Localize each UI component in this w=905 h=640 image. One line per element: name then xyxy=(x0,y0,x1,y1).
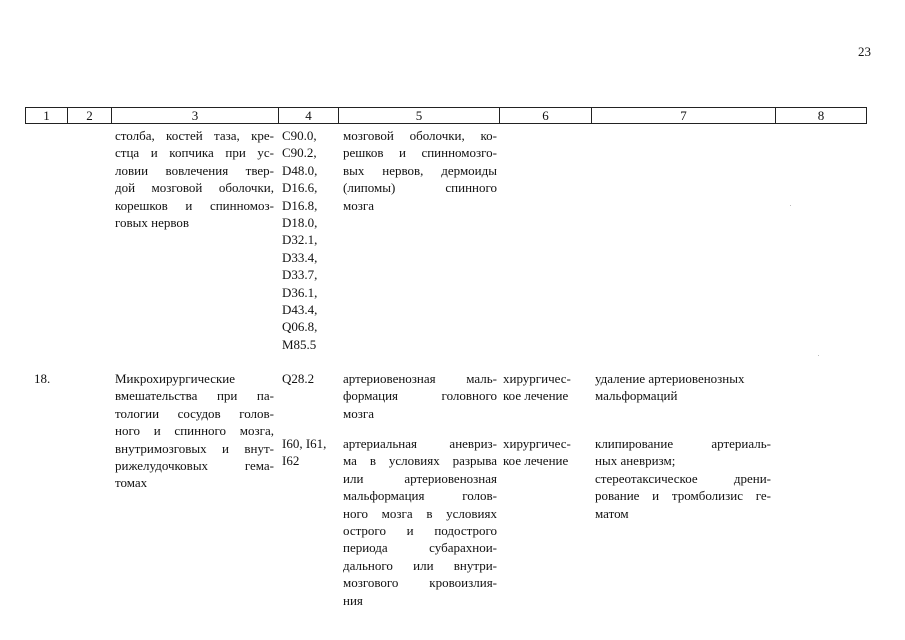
page-number: 23 xyxy=(858,44,871,59)
text-line: мозговой оболочки, ко- xyxy=(343,128,497,143)
entry-1-codes xyxy=(282,370,338,387)
entry-2-model xyxy=(343,435,497,609)
text-line: Микрохирургические xyxy=(115,371,236,386)
text-line: томах xyxy=(115,475,148,491)
icd-code: D36.1, xyxy=(282,284,318,300)
text-line: (липомы) спинного xyxy=(343,180,497,196)
text-line: мозга xyxy=(343,405,374,421)
icd-code: D16.6, xyxy=(282,180,318,196)
text-line: ния xyxy=(343,592,363,608)
icd-code: I62 xyxy=(282,453,300,469)
icd-code: M85.5 xyxy=(282,336,317,352)
text-line: формация головного xyxy=(343,388,497,404)
text-line: ного мозга в условиях xyxy=(343,505,497,521)
text-line: рижелудочковых гема- xyxy=(115,458,274,474)
continued-row-col4-codes xyxy=(282,127,338,353)
icd-code: D32.1, xyxy=(282,232,318,248)
text-line: ного и спинного мозга, xyxy=(115,423,274,439)
header-cell-7: 7 xyxy=(591,107,776,124)
scan-speck xyxy=(818,355,819,356)
entry-2-treatment-type xyxy=(503,435,589,470)
text-line: тологии сосудов голов- xyxy=(115,405,274,421)
icd-code: D33.7, xyxy=(282,267,318,283)
text-line: ловии вовлечения твер- xyxy=(115,162,274,178)
icd-code: I60, I61, xyxy=(282,436,327,451)
text-line: решков и спинномозго- xyxy=(343,145,497,161)
header-cell-3: 3 xyxy=(111,107,279,124)
text-line: мальформация голов- xyxy=(343,488,497,504)
entry-1-treatment-type xyxy=(503,370,589,405)
header-cell-8: 8 xyxy=(775,107,867,124)
text-line: дального или внутри- xyxy=(343,557,497,573)
text-line: ных аневризм; xyxy=(595,453,676,469)
icd-code: D33.4, xyxy=(282,249,318,265)
text-line: матом xyxy=(595,505,629,521)
text-line: столба, костей таза, кре- xyxy=(115,128,274,143)
icd-code: D43.4, xyxy=(282,302,318,318)
text-line: артериовенозная маль- xyxy=(343,371,497,386)
text-line: клипирование артериаль- xyxy=(595,436,771,451)
text-line: периода субарахнои- xyxy=(343,540,497,556)
icd-code: C90.0, xyxy=(282,128,317,143)
scan-speck xyxy=(790,205,791,206)
header-cell-5: 5 xyxy=(338,107,500,124)
text-line: корешков и спинномоз- xyxy=(115,197,274,213)
continued-row-col3 xyxy=(115,127,274,231)
header-cell-2: 2 xyxy=(67,107,112,124)
text-line: хирургичес- xyxy=(503,436,571,451)
text-line: мозгового кровоизлия- xyxy=(343,575,497,591)
text-line: рование и тромболизис ге- xyxy=(595,488,771,504)
entry-2-method xyxy=(595,435,771,522)
icd-code: D48.0, xyxy=(282,162,318,178)
text-line: стереотаксическое дрени- xyxy=(595,470,771,486)
entry-1-method xyxy=(595,370,771,405)
header-cell-4: 4 xyxy=(278,107,339,124)
text-line: ма в условиях разрыва xyxy=(343,453,497,469)
text-line: мальформаций xyxy=(595,388,678,404)
row-18-col3 xyxy=(115,370,274,492)
icd-code: D16.8, xyxy=(282,197,318,213)
text-line: внутримозговых и внут- xyxy=(115,440,274,456)
text-line: хирургичес- xyxy=(503,371,571,386)
text-line: говых нервов xyxy=(115,215,190,231)
header-cell-6: 6 xyxy=(499,107,592,124)
icd-code: D18.0, xyxy=(282,215,318,231)
icd-code: Q06.8, xyxy=(282,319,318,335)
text-line: артериальная аневриз- xyxy=(343,436,497,451)
row-number: 18. xyxy=(34,371,51,386)
header-cell-1: 1 xyxy=(25,107,68,124)
text-line: удаление артериовенозных xyxy=(595,371,745,386)
text-line: дой мозговой оболочки, xyxy=(115,180,274,196)
text-line: мозга xyxy=(343,197,374,213)
text-line: или артериовенозная xyxy=(343,470,497,486)
entry-2-codes xyxy=(282,435,338,470)
text-line: кое лечение xyxy=(503,388,569,404)
text-line: острого и подострого xyxy=(343,523,497,539)
icd-code: Q28.2 xyxy=(282,371,315,386)
continued-row-col5 xyxy=(343,127,497,214)
entry-1-model xyxy=(343,370,497,422)
text-line: вых нервов, дермоиды xyxy=(343,162,497,178)
text-line: кое лечение xyxy=(503,453,569,469)
text-line: вмешательства при па- xyxy=(115,388,274,404)
text-line: стца и копчика при ус- xyxy=(115,145,274,161)
icd-code: C90.2, xyxy=(282,145,317,161)
